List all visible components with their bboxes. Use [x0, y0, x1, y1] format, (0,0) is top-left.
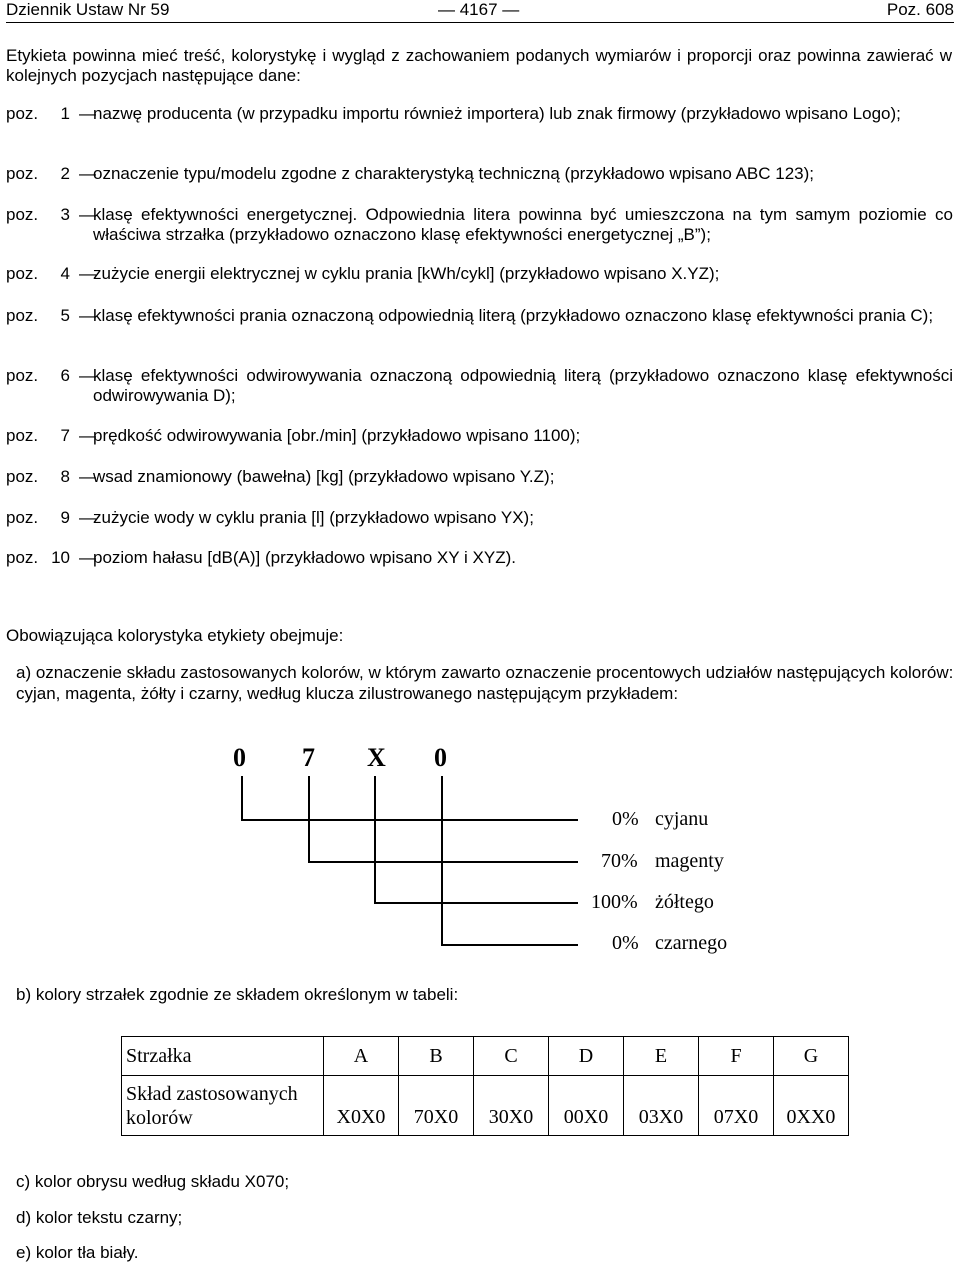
legend-pct: 100% [591, 891, 638, 913]
table-header-cell [122, 1076, 324, 1136]
table-row [122, 1037, 849, 1076]
item-text: oznaczenie typu/modelu zgodne z charakterystyką techniczną (przykładowo wpisano ABC 123); [93, 164, 814, 183]
item-dash: — [79, 306, 96, 325]
item-dash: — [79, 548, 96, 567]
item-text: wsad znamionowy (bawełna) [kg] (przykładowo wpisano Y.Z); [93, 467, 555, 486]
item-dash: — [79, 264, 96, 283]
table-cell: B [399, 1037, 474, 1076]
table-cell: G [774, 1037, 849, 1076]
legend-name: żółtego [655, 891, 714, 913]
item-dash: — [79, 104, 96, 123]
item-dash: — [79, 366, 96, 385]
point-e: e) kolor tła biały. [16, 1243, 139, 1262]
key-digit-yellow: X [367, 743, 386, 772]
key-connector [441, 944, 578, 946]
key-connector [241, 776, 243, 820]
item-number: 6 [60, 366, 70, 385]
key-connector [374, 776, 376, 903]
colour-heading: Obowiązująca kolorystyka etykiety obejmuje: [6, 626, 344, 645]
item-text: zużycie wody w cyklu prania [l] (przykładowo wpisano YX); [93, 508, 534, 527]
item-number: 3 [60, 205, 70, 224]
table-header-line: kolorów [126, 1106, 193, 1129]
table-cell: 0XX0 [774, 1076, 849, 1136]
table-cell: 03X0 [624, 1076, 699, 1136]
table-cell: A [324, 1037, 399, 1076]
table-cell: X0X0 [324, 1076, 399, 1136]
item-poz: poz. [6, 548, 39, 567]
item-text: klasę efektywności energetycznej. Odpowiednia litera powinna być umieszczona na tym samym poziomie co właściwa strzałka (przykładowo oznaczono klasę efektywności energetycznej „B”); [93, 205, 953, 244]
item-number: 5 [60, 306, 70, 325]
key-digit-magenta: 7 [302, 743, 315, 772]
item-text: zużycie energii elektrycznej w cyklu prania [kWh/cykl] (przykładowo wpisano X.YZ); [93, 264, 720, 283]
item-poz: poz. [6, 264, 39, 283]
key-connector [374, 902, 578, 904]
item-number: 9 [60, 508, 70, 527]
arrow-colour-table [121, 1036, 849, 1136]
table-row [122, 1076, 849, 1136]
legend-pct: 0% [612, 808, 639, 830]
item-dash: — [79, 205, 96, 224]
table-header-cell: Strzałka [122, 1037, 324, 1076]
item-text: nazwę producenta (w przypadku importu również importera) lub znak firmowy (przykładowo wpisano Logo); [93, 104, 901, 123]
legend-name: magenty [655, 850, 724, 872]
table-cell: 30X0 [474, 1076, 549, 1136]
item-poz: poz. [6, 104, 39, 123]
item-poz: poz. [6, 467, 39, 486]
journal-title: Dziennik Ustaw Nr 59 [6, 0, 170, 19]
item-dash: — [79, 508, 96, 527]
table-cell: D [549, 1037, 624, 1076]
table-cell: 07X0 [699, 1076, 774, 1136]
key-digit-black: 0 [434, 743, 447, 772]
item-number: 2 [60, 164, 70, 183]
legend-pct: 0% [612, 932, 639, 954]
intro-paragraph: Etykieta powinna mieć treść, kolorystykę i wygląd z zachowaniem podanych wymiarów i proporcji oraz powinna zawierać w kolejnych pozycjach następujące dane: [6, 46, 952, 85]
legend-name: cyjanu [655, 808, 709, 830]
table-cell: F [699, 1037, 774, 1076]
item-poz: poz. [6, 205, 39, 224]
item-poz: poz. [6, 306, 39, 325]
point-b: b) kolory strzałek zgodnie ze składem określonym w tabeli: [16, 985, 459, 1004]
item-text: poziom hałasu [dB(A)] (przykładowo wpisano XY i XYZ). [93, 548, 516, 567]
item-poz: poz. [6, 366, 39, 385]
item-text: klasę efektywności odwirowywania oznaczoną odpowiednią literą (przykładowo oznaczono klasę efektywności odwirowywania D); [93, 366, 953, 405]
item-number: 1 [60, 104, 70, 123]
legend-name: czarnego [655, 932, 728, 954]
table-cell: 00X0 [549, 1076, 624, 1136]
item-number: 4 [60, 264, 70, 283]
point-d: d) kolor tekstu czarny; [16, 1208, 183, 1227]
key-digit-cyan: 0 [233, 743, 246, 772]
key-connector [241, 819, 578, 821]
item-text: klasę efektywności prania oznaczoną odpowiednią literą (przykładowo oznaczono klasę efektywności prania C); [93, 306, 934, 325]
item-poz: poz. [6, 508, 39, 527]
page-header [6, 0, 954, 20]
point-c: c) kolor obrysu według składu X070; [16, 1172, 290, 1191]
item-poz: poz. [6, 426, 39, 445]
item-number: 8 [60, 467, 70, 486]
table-cell: 70X0 [399, 1076, 474, 1136]
item-number: 10 [51, 548, 70, 567]
point-a: a) oznaczenie składu zastosowanych kolorów, w którym zawarto oznaczenie procentowych udziałów następujących kolorów: cyjan, magenta, żółty i czarny, według klucza zilustrowanego następującym przykładem: [16, 663, 954, 703]
item-poz: poz. [6, 164, 39, 183]
header-rule [6, 22, 954, 23]
position-number: Poz. 608 [886, 0, 954, 19]
item-dash: — [79, 467, 96, 486]
key-connector [308, 861, 578, 863]
item-dash: — [79, 426, 96, 445]
item-number: 7 [60, 426, 70, 445]
table-cell: C [474, 1037, 549, 1076]
table-cell: E [624, 1037, 699, 1076]
table-header-line: Skład zastosowanych [126, 1082, 298, 1105]
page-number: — 4167 — [438, 0, 520, 19]
legend-pct: 70% [601, 850, 638, 872]
item-dash: — [79, 164, 96, 183]
item-text: prędkość odwirowywania [obr./min] (przykładowo wpisano 1100); [93, 426, 581, 445]
